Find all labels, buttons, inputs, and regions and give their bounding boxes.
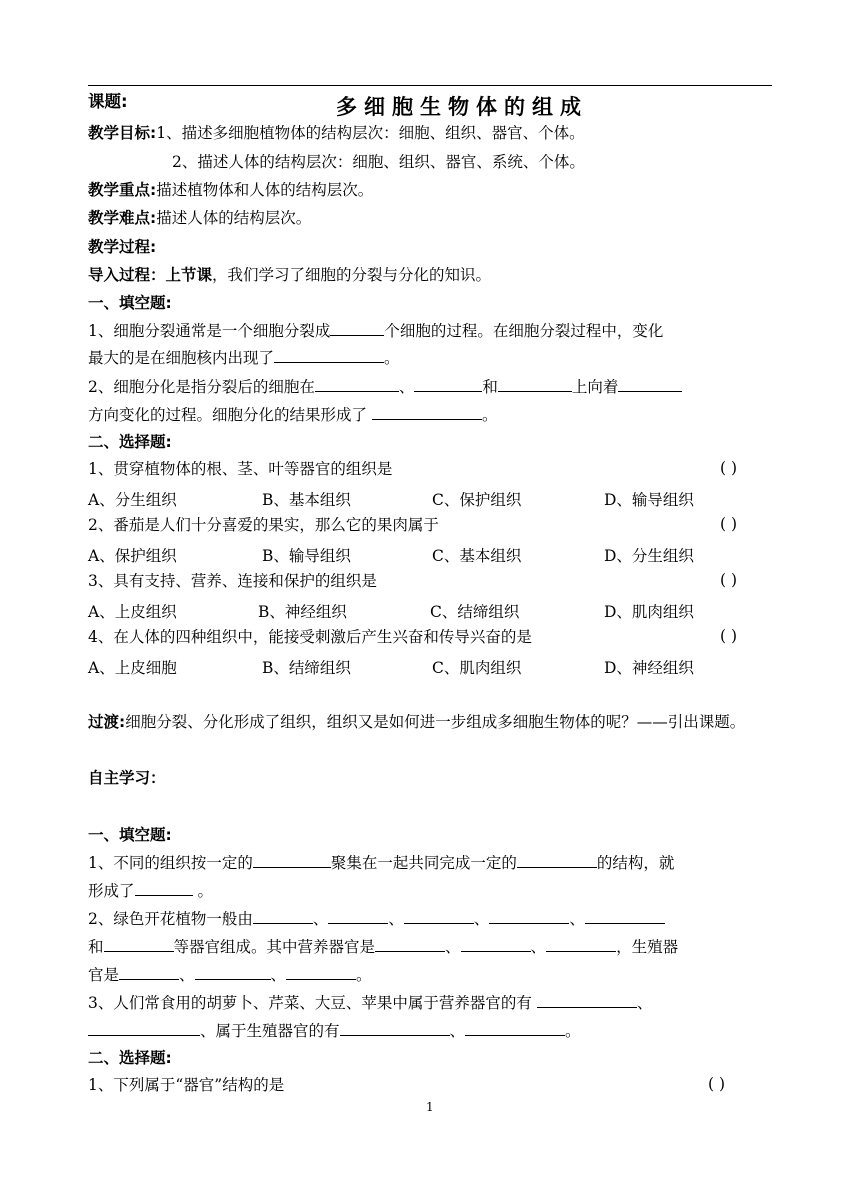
answer-blank[interactable] [88, 1020, 200, 1036]
q-text: 、 [398, 378, 415, 396]
q-text: 2、细胞分化是指分裂后的细胞在 [88, 378, 315, 396]
difficulty-label: 教学难点: [88, 209, 157, 227]
q-text: 最大的是在细胞核内出现了 [88, 349, 275, 367]
answer-parentheses[interactable]: ( ) [708, 1075, 726, 1093]
mc-option[interactable]: D、分生组织 [604, 547, 694, 565]
mc-option[interactable]: A、上皮细胞 [88, 659, 177, 677]
difficulty-line [88, 208, 311, 228]
answer-blank[interactable] [461, 936, 531, 952]
q-text: 和 [88, 938, 104, 956]
answer-blank[interactable] [315, 376, 399, 392]
mc-option[interactable]: C、结缔组织 [430, 603, 520, 621]
answer-parentheses[interactable]: ( ) [720, 459, 738, 477]
mc-option[interactable]: B、基本组织 [262, 491, 351, 509]
q-text: 。 [565, 1022, 581, 1040]
mc-option[interactable]: B、输导组织 [262, 547, 351, 565]
part2-q3-line1 [88, 992, 652, 1013]
q-text: 1、不同的组织按一定的 [88, 854, 253, 872]
mc-option[interactable]: A、保护组织 [88, 547, 177, 565]
answer-blank[interactable] [414, 376, 482, 392]
answer-blank[interactable] [135, 880, 193, 896]
mc-question-4: 4、在人体的四种组织中，能接受刺激后产生兴奋和传导兴奋的是 [88, 628, 532, 646]
q-text: 。 [384, 349, 400, 367]
page-title: 多细胞生物体的组成 [336, 95, 588, 119]
answer-blank[interactable] [537, 992, 637, 1008]
q-text: 和 [482, 378, 498, 396]
part1-choice-title: 二、选择题: [88, 433, 172, 451]
mc-question-2: 2、番茄是人们十分喜爱的果实，那么它的果肉属于 [88, 516, 439, 534]
q-text: 、 [388, 910, 404, 928]
transition-line [88, 712, 745, 732]
answer-blank[interactable] [286, 964, 356, 980]
header-label: 课题: [88, 92, 128, 111]
mc-option[interactable]: A、分生组织 [88, 491, 177, 509]
mc-question-3: 3、具有支持、营养、连接和保护的组织是 [88, 572, 377, 590]
q-text: 、 [569, 910, 585, 928]
answer-blank[interactable] [119, 964, 179, 980]
q-text: 、 [473, 910, 490, 928]
goal-item-1: 1、描述多细胞植物体的结构层次：细胞、组织、器官、个体。 [156, 124, 585, 142]
transition-text: 细胞分裂、分化形成了组织，组织又是如何进一步组成多细胞生物体的呢？——引出课题。 [125, 713, 746, 731]
self-study-label: 自主学习： [88, 769, 166, 787]
intro-text: ，我们学习了细胞的分裂与分化的知识。 [212, 266, 492, 284]
answer-blank[interactable] [375, 936, 445, 952]
q-text: 方向变化的过程。细胞分化的结果形成了 [88, 406, 368, 424]
mc-option[interactable]: C、肌肉组织 [432, 659, 522, 677]
answer-blank[interactable] [195, 964, 271, 980]
q-text: 的结构，就 [596, 854, 675, 872]
mc-option[interactable]: B、神经组织 [258, 603, 347, 621]
part1-q1-line2 [88, 347, 400, 368]
part2-fill-title: 一、填空题: [88, 826, 172, 844]
answer-blank[interactable] [274, 347, 384, 363]
q-text: ，生殖器 [616, 938, 679, 956]
mc-option[interactable]: D、神经组织 [604, 659, 694, 677]
process-label: 教学过程: [88, 238, 157, 256]
q-text: 。 [192, 882, 213, 900]
answer-blank[interactable] [517, 852, 597, 868]
mc-option[interactable]: C、基本组织 [432, 547, 522, 565]
answer-blank[interactable] [489, 908, 569, 924]
part1-q1-line1 [88, 320, 663, 341]
part1-q2-line1 [88, 376, 682, 397]
q-text: 官是 [88, 966, 120, 984]
part1-fill-title: 一、填空题: [88, 294, 172, 312]
part2-q2-line2 [88, 936, 678, 957]
q-text: 聚集在一起共同完成一定的 [330, 854, 517, 872]
q-text: 、 [270, 966, 287, 984]
q-text: 1、细胞分裂通常是一个细胞分裂成 [88, 322, 331, 340]
part2-q2-line1 [88, 908, 665, 929]
part2-mc-question-1: 1、下列属于“器官”结构的是 [88, 1076, 285, 1094]
q-text: 、属于生殖器官的有 [200, 1022, 340, 1040]
intro-line [88, 265, 491, 285]
intro-label: 导入过程：上节课 [88, 266, 213, 284]
part1-q2-line2 [88, 404, 497, 425]
page-number: 1 [426, 1100, 434, 1114]
mc-option[interactable]: D、肌肉组织 [604, 603, 694, 621]
answer-parentheses[interactable]: ( ) [720, 627, 738, 645]
key-point-label: 教学重点: [88, 181, 157, 199]
part2-q1-line2 [88, 880, 213, 901]
q-text: 上向着 [571, 378, 619, 396]
part2-q2-line3 [88, 964, 372, 985]
q-text: 形成了 [88, 882, 135, 900]
goals-label: 教学目标: [88, 124, 157, 142]
answer-blank[interactable] [465, 1020, 565, 1036]
difficulty-text: 描述人体的结构层次。 [156, 209, 312, 227]
q-text: 、 [636, 994, 653, 1012]
answer-blank[interactable] [253, 852, 331, 868]
q-text: 、 [179, 966, 195, 984]
part2-q1-line1 [88, 852, 674, 873]
answer-blank[interactable] [585, 908, 665, 924]
q-text: 、 [449, 1022, 466, 1040]
mc-option[interactable]: A、上皮组织 [88, 603, 177, 621]
q-text: 2、绿色开花植物一般由 [88, 910, 253, 928]
answer-blank[interactable] [372, 404, 482, 420]
q-text: 等器官组成。其中营养器官是 [173, 938, 376, 956]
answer-blank[interactable] [330, 320, 384, 336]
q-text: 。 [356, 966, 372, 984]
answer-parentheses[interactable]: ( ) [720, 515, 738, 533]
mc-question-1: 1、贯穿植物体的根、茎、叶等器官的组织是 [88, 460, 393, 478]
answer-parentheses[interactable]: ( ) [720, 571, 738, 589]
answer-blank[interactable] [328, 908, 388, 924]
goals-line-1 [88, 123, 585, 143]
answer-blank[interactable] [340, 1020, 450, 1036]
q-text: 个细胞的过程。在细胞分裂过程中，变化 [384, 322, 664, 340]
part2-choice-title: 二、选择题: [88, 1049, 172, 1067]
goal-item-2: 2、描述人体的结构层次：细胞、组织、器官、系统、个体。 [172, 153, 585, 171]
q-text: 、 [445, 938, 461, 956]
q-text: 、 [312, 910, 329, 928]
transition-label: 过渡: [88, 713, 126, 731]
answer-blank[interactable] [404, 908, 474, 924]
mc-option[interactable]: D、输导组织 [604, 491, 694, 509]
answer-blank[interactable] [104, 936, 174, 952]
key-point-line [88, 180, 373, 200]
q-text: 、 [530, 938, 547, 956]
mc-option[interactable]: C、保护组织 [432, 491, 522, 509]
q-text: 。 [481, 406, 498, 424]
header-rule [88, 85, 772, 86]
part2-q3-line2 [88, 1020, 581, 1041]
mc-option[interactable]: B、结缔组织 [262, 659, 351, 677]
key-point-text: 描述植物体和人体的结构层次。 [156, 181, 374, 199]
answer-blank[interactable] [253, 908, 313, 924]
answer-blank[interactable] [618, 376, 682, 392]
answer-blank[interactable] [498, 376, 572, 392]
answer-blank[interactable] [546, 936, 616, 952]
q-text: 3、人们常食用的胡萝卜、芹菜、大豆、苹果中属于营养器官的有 [88, 994, 532, 1012]
